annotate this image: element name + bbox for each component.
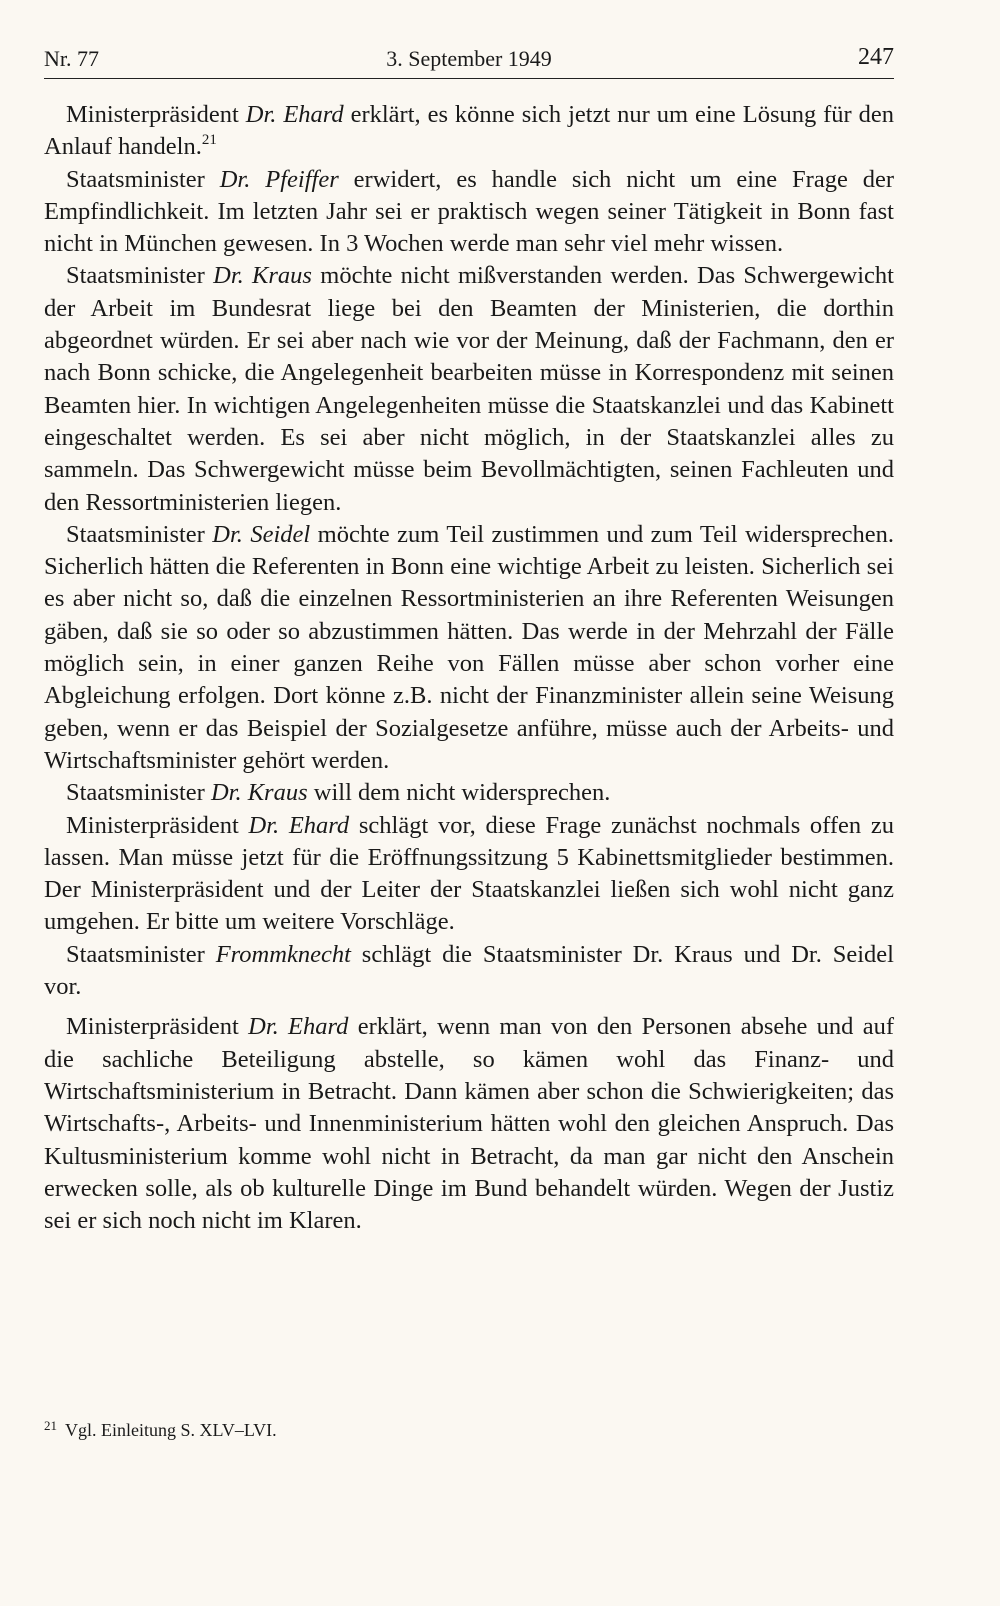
paragraph-text: schlägt vor, diese Frage zunächst nochmals offen zu lassen. Man müsse jetzt für die Eröffnungssitzung 5 Kabinettsmitglieder bestimmen. Der Ministerpräsident und der Leiter der Staatskanzlei ließen sich wohl nicht ganz umgehen. Er bitte um weitere Vorschläge. xyxy=(44,811,894,936)
footnote-text: Vgl. Einleitung S. XLV–LVI. xyxy=(65,1420,277,1440)
paragraph xyxy=(44,777,894,809)
speaker-title: Staatsminister xyxy=(66,940,216,968)
paragraph-text: schlägt die Staatsminister Dr. Kraus und Dr. Seidel vor. xyxy=(44,940,894,1001)
header-date: 3. September 1949 xyxy=(386,46,552,71)
speaker-title: Staatsminister xyxy=(66,165,220,193)
paragraph-text: möchte nicht mißverstanden werden. Das Schwergewicht der Arbeit im Bundesrat liege bei den Beamten der Ministerien, die dorthin abgeordnet würden. Er sei aber nach wie vor der Meinung, daß der Fachmann, den er nach Bonn schicke, die Angelegenheit bearbeiten müsse in Korrespondenz mit seinen Beamten hier. In wichtigen Angelegenheiten müsse die Staatskanzlei und das Kabinett eingeschaltet werden. Es sei aber nicht möglich, in der Staatskanzlei alles zu sammeln. Das Schwergewicht müsse beim Bevollmächtigten, seinen Fachleuten und den Ressortministerien liegen. xyxy=(44,262,894,516)
document-number: Nr. 77 xyxy=(44,46,99,71)
paragraph xyxy=(44,1011,894,1237)
paragraph-text: erklärt, wenn man von den Personen absehe und auf die sachliche Beteiligung abstelle, so kämen wohl das Finanz- und Wirtschaftsministerium in Betracht. Dann kämen aber schon die Schwierigkeiten; das Wirtschafts-, Arbeits- und Innenministerium hätten wohl den gleichen Anspruch. Das Kultusministerium komme wohl nicht in Betracht, da man gar nicht den Anschein erwecken solle, als ob kulturelle Dinge im Bund behandelt würden. Wegen der Justiz sei er sich noch nicht im Klaren. xyxy=(44,1013,895,1235)
speaker-name: Dr. Kraus xyxy=(213,262,312,290)
paragraph xyxy=(44,99,894,164)
running-header xyxy=(44,44,894,79)
speaker-title: Staatsminister xyxy=(66,262,214,290)
speaker-title: Ministerpräsident xyxy=(66,1013,249,1041)
paragraph xyxy=(44,164,894,261)
speaker-name: Dr. Seidel xyxy=(212,520,311,548)
paragraph-text: will dem nicht widersprechen. xyxy=(307,779,611,807)
body-text xyxy=(44,99,894,1237)
speaker-title: Ministerpräsident xyxy=(66,811,249,839)
speaker-title: Staatsminister xyxy=(66,520,213,548)
speaker-name: Dr. Ehard xyxy=(245,101,344,128)
footnote-number: 21 xyxy=(44,1418,57,1433)
speaker-name: Dr. Ehard xyxy=(248,811,350,839)
footnote-reference: 21 xyxy=(201,132,217,149)
speaker-title: Staatsminister xyxy=(66,779,211,807)
paragraph xyxy=(44,519,894,777)
page-number: 247 xyxy=(858,44,894,70)
paragraph-text: möchte zum Teil zustimmen und zum Teil widersprechen. Sicherlich hätten die Referenten in Bonn eine wichtige Arbeit zu leisten. Sicherlich sei es aber nicht so, daß die einzelnen Ressortministerien an ihre Referenten Weisungen gäben, daß sie so oder so abzustimmen hätten. Das werde in der Mehrzahl der Fälle möglich sein, in einer ganzen Reihe von Fällen müsse aber schon vorher eine Abgleichung erfolgen. Dort könne z.B. nicht der Finanzminister allein seine Weisung geben, wenn er das Beispiel der Sozialgesetze anführe, müsse auch der Arbeits- und Wirtschaftsminister gehört werden. xyxy=(44,520,895,774)
paragraph xyxy=(44,939,894,1004)
paragraph-text: erwidert, es handle sich nicht um eine Frage der Empfindlichkeit. Im letzten Jahr sei er praktisch wegen seiner Tätigkeit in Bonn fast nicht in München gewesen. In 3 Wochen werde man sehr viel mehr wissen. xyxy=(44,165,895,258)
footnote xyxy=(44,1418,894,1441)
speaker-title: Ministerpräsident xyxy=(66,101,246,128)
speaker-name: Frommknecht xyxy=(215,940,351,968)
speaker-name: Dr. Kraus xyxy=(210,779,308,807)
paragraph-text: erklärt, es könne sich jetzt nur um eine Lösung für den Anlauf handeln. xyxy=(44,101,895,161)
speaker-name: Dr. Ehard xyxy=(248,1013,349,1041)
paragraph xyxy=(44,810,894,939)
paragraph xyxy=(44,260,894,518)
speaker-name: Dr. Pfeiffer xyxy=(219,165,339,193)
